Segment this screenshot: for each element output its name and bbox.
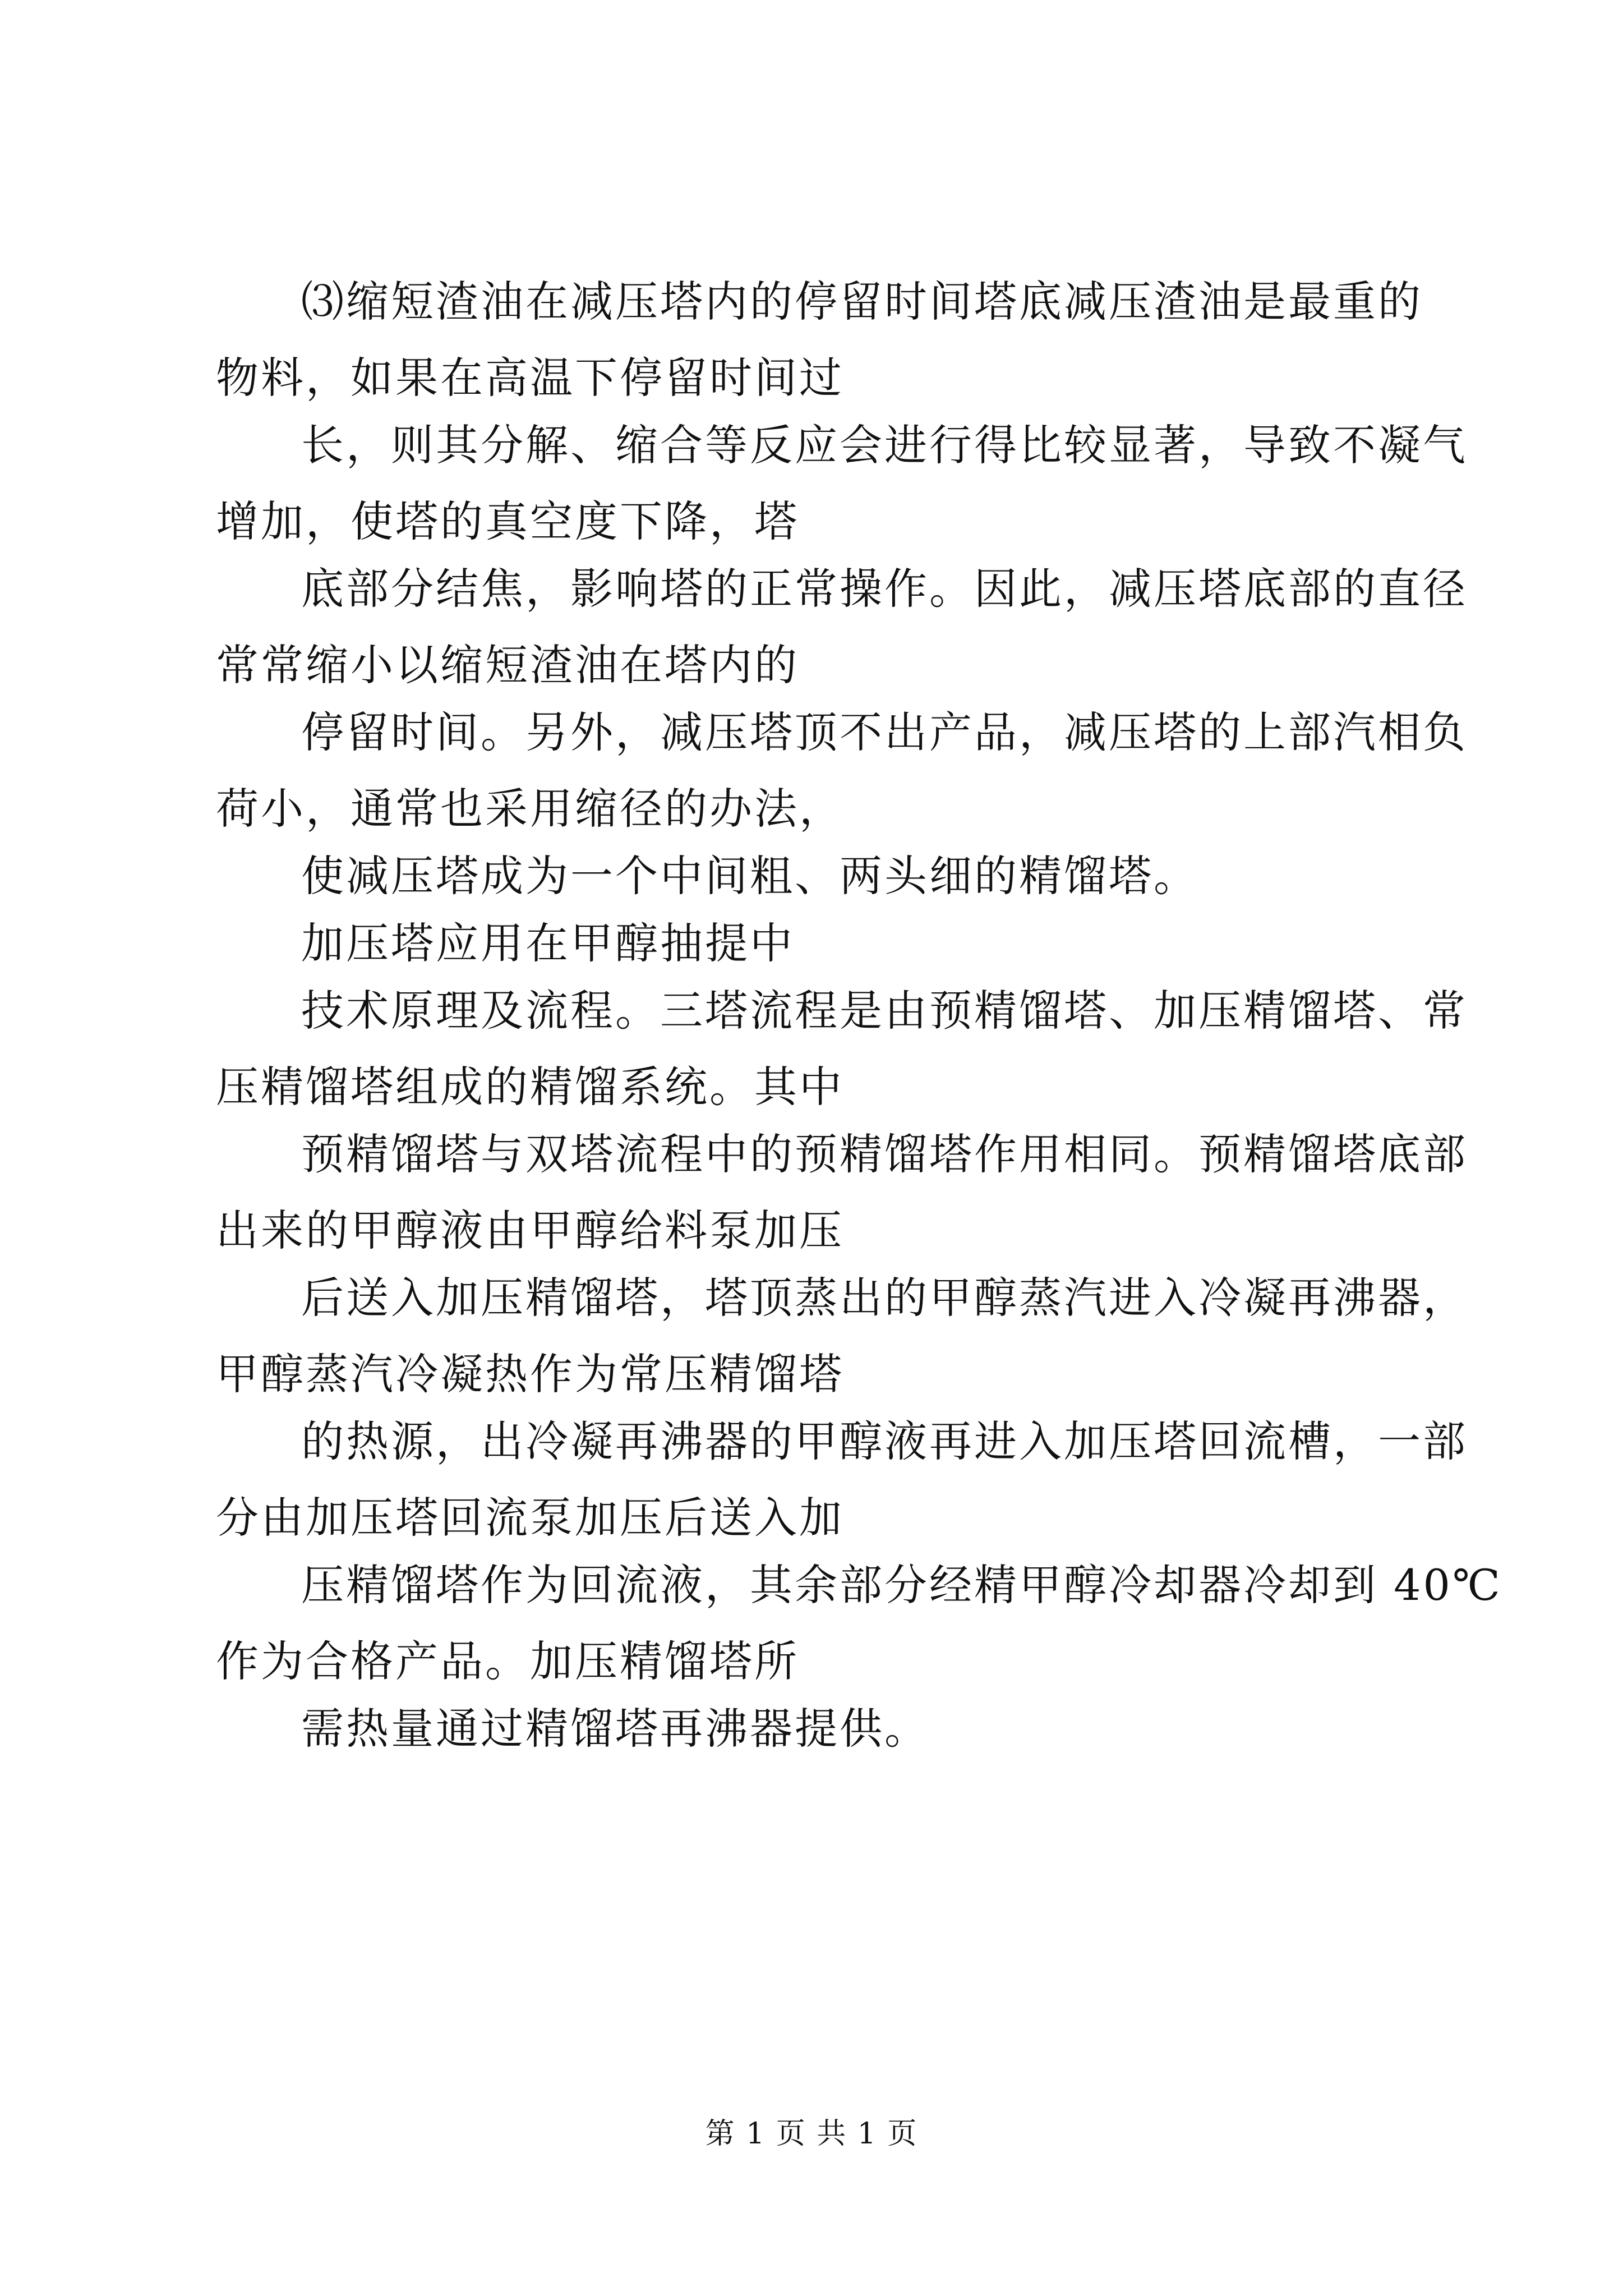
paragraph-line: 出来的甲醇液由甲醇给料泵加压	[216, 1205, 844, 1255]
paragraph	[216, 1416, 1468, 1543]
paragraph-line: 常常缩小以缩短渣油在塔内的	[216, 640, 799, 690]
paragraph-line: 物料，如果在高温下停留时间过	[216, 353, 844, 403]
document-body	[216, 277, 1502, 1775]
paragraph-line: 后送入加压精馏塔，塔顶蒸出的甲醇蒸汽进入冷凝再沸器，	[301, 1273, 1468, 1323]
paragraph-line: 技术原理及流程。三塔流程是由预精馏塔、加压精馏塔、常	[301, 986, 1468, 1036]
paragraph	[216, 1560, 1502, 1686]
paragraph-line: 荷小，通常也采用缩径的办法，	[216, 784, 844, 834]
paragraph-line: 分由加压塔回流泵加压后送入加	[216, 1493, 844, 1543]
paragraph-line: 压精馏塔作为回流液，其余部分经精甲醇冷却器冷却到 40℃	[301, 1560, 1502, 1610]
paragraph-line: 需热量通过精馏塔再沸器提供。	[301, 1704, 929, 1754]
paragraph-line: 预精馏塔与双塔流程中的预精馏塔作用相同。预精馏塔底部	[301, 1129, 1468, 1179]
paragraph-line: 停留时间。另外，减压塔顶不出产品，减压塔的上部汽相负	[301, 707, 1468, 757]
paragraph	[216, 1704, 1438, 1754]
section-heading	[216, 918, 1438, 968]
paragraph-line: 长，则其分解、缩合等反应会进行得比较显著，导致不凝气	[301, 420, 1468, 470]
paragraph	[216, 277, 1438, 403]
paragraph	[216, 986, 1468, 1112]
paragraph	[216, 1129, 1468, 1255]
paragraph-line: ⑶缩短渣油在减压塔内的停留时间塔底减压渣油是最重的	[301, 277, 1423, 326]
paragraph-line: 甲醇蒸汽冷凝热作为常压精馏塔	[216, 1349, 844, 1399]
paragraph	[216, 707, 1468, 834]
paragraph	[216, 1273, 1468, 1399]
paragraph	[216, 420, 1468, 546]
paragraph-line: 加压塔应用在甲醇抽提中	[301, 918, 795, 968]
paragraph	[216, 851, 1438, 901]
paragraph-line: 的热源，出冷凝再沸器的甲醇液再进入加压塔回流槽，一部	[301, 1416, 1468, 1466]
paragraph	[216, 564, 1468, 690]
paragraph-line: 作为合格产品。加压精馏塔所	[216, 1636, 799, 1686]
paragraph-line: 压精馏塔组成的精馏系统。其中	[216, 1062, 844, 1112]
paragraph-line: 底部分结焦，影响塔的正常操作。因此，减压塔底部的直径	[301, 564, 1468, 614]
paragraph-line: 使减压塔成为一个中间粗、两头细的精馏塔。	[301, 851, 1198, 901]
paragraph-line: 增加，使塔的真空度下降，塔	[216, 496, 799, 546]
page-number-footer: 第 1 页 共 1 页	[705, 2117, 918, 2151]
